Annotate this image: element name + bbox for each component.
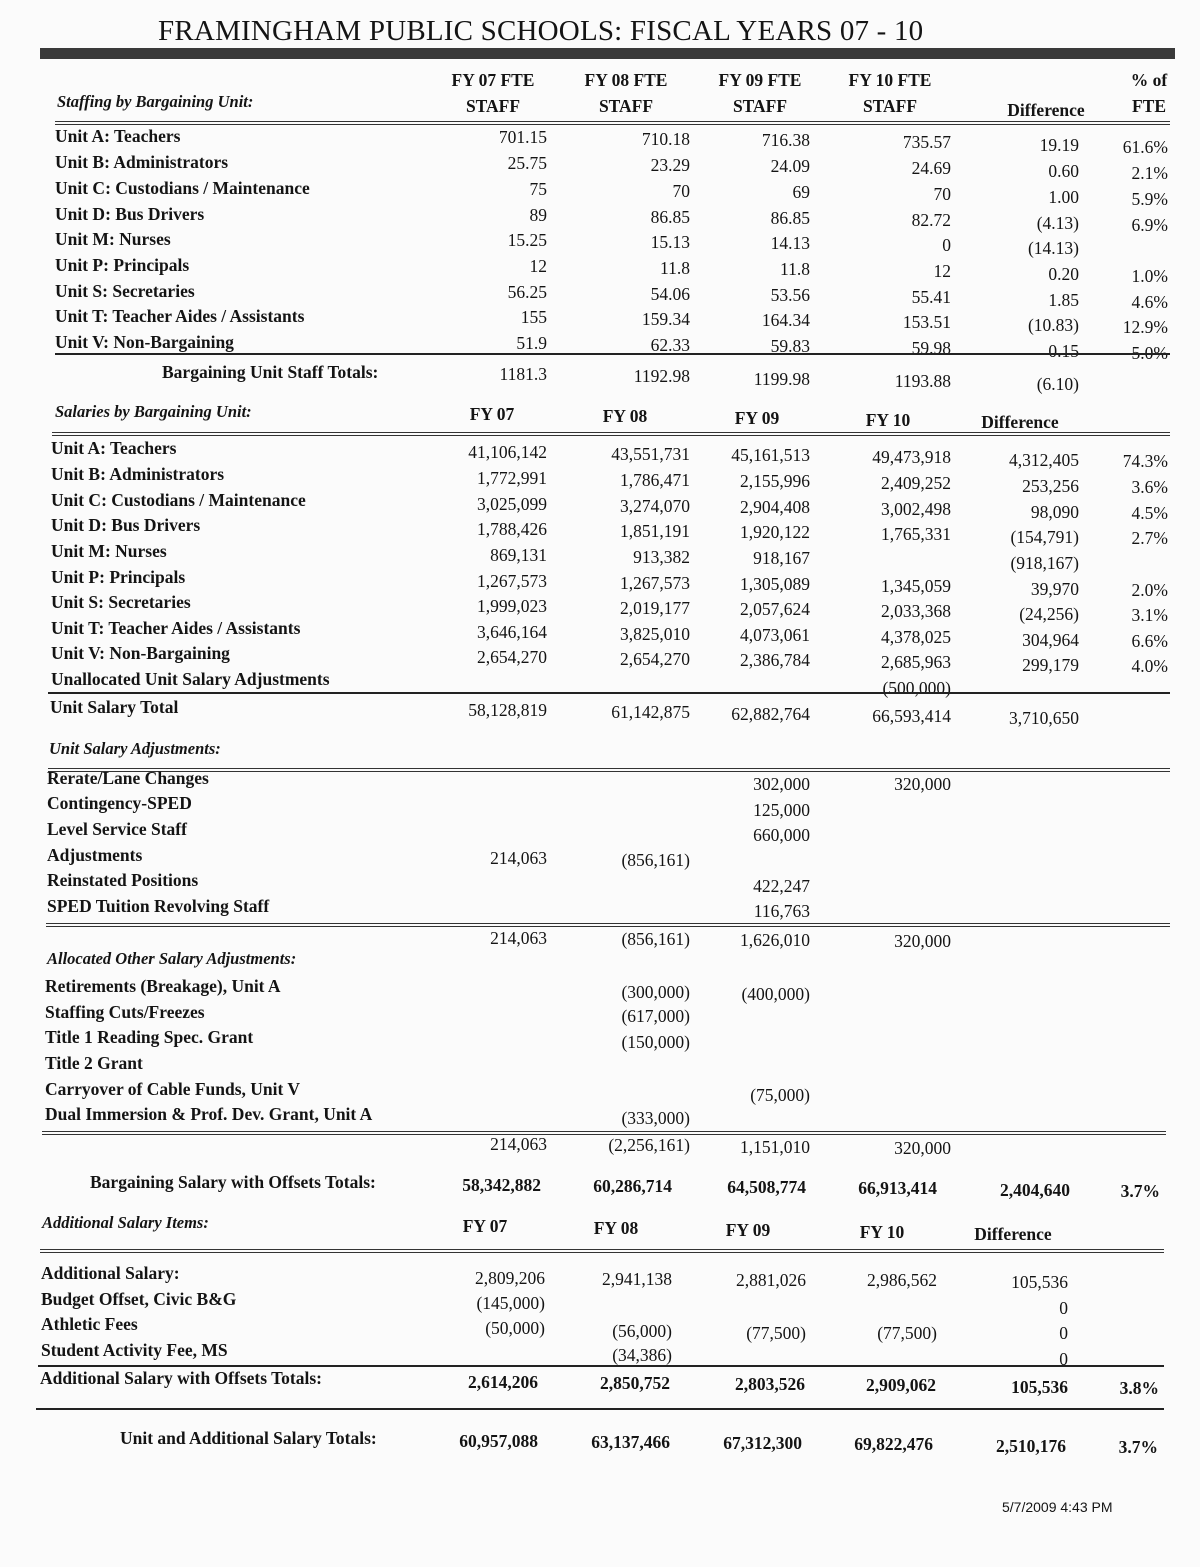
row-label: Unit T: Teacher Aides / Assistants bbox=[55, 306, 305, 326]
cell-value: 75 bbox=[529, 179, 547, 199]
cell-value: 2,881,026 bbox=[736, 1270, 806, 1290]
cell-value: 56.25 bbox=[507, 282, 547, 302]
row-rule bbox=[55, 353, 1170, 355]
row-label: Level Service Staff bbox=[47, 819, 187, 839]
cell-value: 2,033,368 bbox=[881, 601, 951, 621]
cell-value: 86.85 bbox=[770, 208, 810, 228]
column-header: Difference bbox=[981, 412, 1059, 432]
cell-value: 1,345,059 bbox=[881, 576, 951, 596]
section-heading: Additional Salary Items: bbox=[42, 1213, 209, 1232]
cell-value: (10.83) bbox=[1027, 315, 1079, 335]
total-value: 61,142,875 bbox=[611, 702, 690, 722]
row-label: Carryover of Cable Funds, Unit V bbox=[45, 1079, 301, 1099]
row-label: Contingency-SPED bbox=[47, 793, 192, 813]
cell-value: 3.6% bbox=[1131, 477, 1168, 497]
row-label: Unit P: Principals bbox=[51, 567, 186, 587]
subtotal-value: 320,000 bbox=[894, 931, 951, 951]
cell-value: 15.13 bbox=[650, 232, 690, 252]
row-label: Retirements (Breakage), Unit A bbox=[45, 976, 281, 996]
cell-value: 2,986,562 bbox=[867, 1270, 937, 1290]
cell-value: 2,941,138 bbox=[602, 1269, 672, 1289]
cell-value: (617,000) bbox=[621, 1006, 690, 1026]
cell-value: 2,019,177 bbox=[620, 598, 690, 618]
total-value: 3.8% bbox=[1119, 1378, 1159, 1398]
cell-value: 89 bbox=[529, 205, 547, 225]
row-label: Staffing Cuts/Freezes bbox=[45, 1002, 205, 1022]
row-label: Title 2 Grant bbox=[45, 1053, 143, 1073]
cell-value: 2,155,996 bbox=[740, 471, 810, 491]
row-label: Unit B: Administrators bbox=[51, 464, 225, 484]
header-rule bbox=[40, 1249, 1164, 1253]
cell-value: 39,970 bbox=[1030, 579, 1079, 599]
column-header: FTE bbox=[1131, 96, 1167, 116]
cell-value: (333,000) bbox=[621, 1108, 690, 1128]
cell-value: 710.18 bbox=[641, 129, 690, 149]
row-label: SPED Tuition Revolving Staff bbox=[47, 896, 270, 916]
total-value: 60,286,714 bbox=[593, 1176, 672, 1196]
cell-value: 3,002,498 bbox=[881, 499, 951, 519]
cell-value: (300,000) bbox=[621, 982, 690, 1002]
cell-value: 125,000 bbox=[753, 800, 810, 820]
cell-value: 3,825,010 bbox=[620, 624, 690, 644]
total-value: 2,404,640 bbox=[1000, 1180, 1070, 1200]
row-label: Unit S: Secretaries bbox=[55, 281, 195, 301]
column-header: STAFF bbox=[732, 96, 788, 116]
column-header: Difference bbox=[974, 1224, 1052, 1244]
cell-value: 15.25 bbox=[507, 230, 547, 250]
row-label: Unit V: Non-Bargaining bbox=[55, 332, 234, 352]
row-label: Unit V: Non-Bargaining bbox=[51, 643, 230, 663]
cell-value: 3,646,164 bbox=[477, 622, 547, 642]
header-rule bbox=[52, 432, 1170, 436]
cell-value: 0.20 bbox=[1048, 264, 1079, 284]
row-rule bbox=[38, 1365, 1164, 1367]
column-header: STAFF bbox=[465, 96, 521, 116]
cell-value: 2.0% bbox=[1131, 580, 1168, 600]
row-label: Unit D: Bus Drivers bbox=[51, 515, 201, 535]
total-value: 58,342,882 bbox=[462, 1175, 541, 1195]
total-value: 1193.88 bbox=[894, 371, 951, 391]
cell-value: 61.6% bbox=[1122, 137, 1168, 157]
total-value: 62,882,764 bbox=[731, 704, 810, 724]
subtotal-value: 214,063 bbox=[490, 1134, 547, 1154]
row-label: Unit S: Secretaries bbox=[51, 592, 191, 612]
total-value: 2,510,176 bbox=[996, 1436, 1066, 1456]
cell-value: 69 bbox=[792, 182, 810, 202]
cell-value: 302,000 bbox=[753, 774, 810, 794]
column-header: FY 10 bbox=[865, 410, 911, 430]
cell-value: 19.19 bbox=[1039, 135, 1079, 155]
total-value: 105,536 bbox=[1011, 1377, 1068, 1397]
cell-value: 2,809,206 bbox=[475, 1268, 545, 1288]
column-header: FY 08 FTE bbox=[584, 70, 668, 90]
column-header: Difference bbox=[1007, 100, 1085, 120]
cell-value: (400,000) bbox=[741, 984, 810, 1004]
cell-value: (77,500) bbox=[877, 1323, 937, 1343]
section-heading: Staffing by Bargaining Unit: bbox=[57, 92, 254, 111]
cell-value: 4,073,061 bbox=[740, 625, 810, 645]
cell-value: 2.7% bbox=[1131, 528, 1168, 548]
column-header: % of bbox=[1130, 70, 1168, 90]
column-header: FY 10 bbox=[859, 1222, 905, 1242]
cell-value: 59.98 bbox=[911, 338, 951, 358]
cell-value: 0 bbox=[1059, 1349, 1068, 1369]
cell-value: 1,851,191 bbox=[620, 521, 690, 541]
cell-value: 2,654,270 bbox=[620, 649, 690, 669]
total-value: 3,710,650 bbox=[1009, 708, 1079, 728]
cell-value: 105,536 bbox=[1011, 1272, 1068, 1292]
cell-value: 54.06 bbox=[650, 284, 690, 304]
cell-value: 869,131 bbox=[490, 545, 547, 565]
total-label: Additional Salary with Offsets Totals: bbox=[40, 1368, 322, 1388]
cell-value: (50,000) bbox=[485, 1318, 545, 1338]
cell-value: 49,473,918 bbox=[872, 447, 951, 467]
cell-value: 55.41 bbox=[911, 287, 951, 307]
row-label: Unit M: Nurses bbox=[55, 229, 171, 249]
cell-value: 5.0% bbox=[1131, 343, 1168, 363]
cell-value: 1,305,089 bbox=[740, 574, 810, 594]
column-header: FY 09 FTE bbox=[718, 70, 802, 90]
cell-value: 1,267,573 bbox=[620, 573, 690, 593]
total-label: Bargaining Unit Staff Totals: bbox=[162, 362, 379, 382]
cell-value: 4.0% bbox=[1131, 656, 1168, 676]
cell-value: 4,378,025 bbox=[881, 627, 951, 647]
column-header: FY 07 bbox=[469, 404, 515, 424]
row-label: Unit A: Teachers bbox=[55, 126, 181, 146]
cell-value: 1,920,122 bbox=[740, 522, 810, 542]
cell-value: (56,000) bbox=[612, 1321, 672, 1341]
cell-value: - bbox=[1073, 681, 1079, 701]
row-label: Unit C: Custodians / Maintenance bbox=[55, 178, 310, 198]
cell-value: 98,090 bbox=[1030, 502, 1079, 522]
cell-value: 12.9% bbox=[1122, 317, 1168, 337]
cell-value: 74.3% bbox=[1122, 451, 1168, 471]
cell-value: 4.6% bbox=[1131, 292, 1168, 312]
cell-value: (24,256) bbox=[1019, 604, 1079, 624]
subtotal-value: (856,161) bbox=[621, 929, 690, 949]
section-heading: Unit Salary Adjustments: bbox=[49, 739, 221, 758]
total-value: 63,137,466 bbox=[591, 1432, 670, 1452]
subtotal-value: (2,256,161) bbox=[608, 1135, 690, 1155]
cell-value: 14.13 bbox=[770, 233, 810, 253]
cell-value: 918,167 bbox=[753, 548, 810, 568]
row-label: Adjustments bbox=[47, 845, 143, 865]
cell-value: 0 bbox=[942, 235, 951, 255]
cell-value: 24.69 bbox=[911, 158, 951, 178]
cell-value: 1.0% bbox=[1131, 266, 1168, 286]
cell-value: 0 bbox=[1059, 1298, 1068, 1318]
cell-value: 1.85 bbox=[1048, 290, 1079, 310]
cell-value: 3,274,070 bbox=[620, 496, 690, 516]
cell-value: 2,409,252 bbox=[881, 473, 951, 493]
cell-value: (154,791) bbox=[1010, 527, 1079, 547]
section-heading: Salaries by Bargaining Unit: bbox=[55, 402, 252, 421]
total-label: Unit and Additional Salary Totals: bbox=[120, 1428, 377, 1448]
cell-value: 1,999,023 bbox=[477, 596, 547, 616]
cell-value: 24.09 bbox=[770, 156, 810, 176]
cell-value: 0.15 bbox=[1048, 341, 1079, 361]
cell-value: 304,964 bbox=[1022, 630, 1079, 650]
row-label: Athletic Fees bbox=[41, 1314, 138, 1334]
subtotal-value: 1,151,010 bbox=[740, 1137, 810, 1157]
cell-value: 51.9 bbox=[516, 333, 547, 353]
cell-value: 0 bbox=[1059, 1323, 1068, 1343]
column-header: FY 08 bbox=[602, 406, 648, 426]
section-rule bbox=[46, 923, 1170, 927]
row-label: Unit A: Teachers bbox=[51, 438, 177, 458]
total-value: 1199.98 bbox=[753, 369, 810, 389]
row-label: Reinstated Positions bbox=[47, 870, 199, 890]
cell-value: (145,000) bbox=[476, 1293, 545, 1313]
total-value: 67,312,300 bbox=[723, 1433, 802, 1453]
cell-value: 716.38 bbox=[761, 130, 810, 150]
timestamp: 5/7/2009 4:43 PM bbox=[1002, 1499, 1113, 1515]
cell-value: 6.9% bbox=[1131, 215, 1168, 235]
row-label: Rerate/Lane Changes bbox=[47, 768, 209, 788]
row-label: Title 1 Reading Spec. Grant bbox=[45, 1027, 254, 1047]
cell-value: 1.00 bbox=[1048, 187, 1079, 207]
cell-value: (75,000) bbox=[750, 1085, 810, 1105]
cell-value: 0.60 bbox=[1048, 161, 1079, 181]
row-label: Unit M: Nurses bbox=[51, 541, 167, 561]
cell-value: 45,161,513 bbox=[731, 445, 810, 465]
cell-value: (918,167) bbox=[1010, 553, 1079, 573]
cell-value: (856,161) bbox=[621, 850, 690, 870]
cell-value: 59.83 bbox=[770, 336, 810, 356]
cell-value: 164.34 bbox=[761, 310, 810, 330]
cell-value: 701.15 bbox=[498, 127, 547, 147]
total-value: 2,803,526 bbox=[735, 1374, 805, 1394]
row-rule bbox=[48, 692, 1170, 694]
cell-value: 2.1% bbox=[1131, 163, 1168, 183]
cell-value: (500,000) bbox=[882, 678, 951, 698]
cell-value: 62.33 bbox=[650, 335, 690, 355]
total-value: 3.7% bbox=[1118, 1437, 1158, 1457]
cell-value: 4,312,405 bbox=[1009, 450, 1079, 470]
page-title: FRAMINGHAM PUBLIC SCHOOLS: FISCAL YEARS 07 - 10 bbox=[158, 15, 924, 47]
subtotal-value: 1,626,010 bbox=[740, 930, 810, 950]
cell-value: 660,000 bbox=[753, 825, 810, 845]
total-value: 2,614,206 bbox=[468, 1372, 538, 1392]
cell-value: 6.6% bbox=[1131, 631, 1168, 651]
cell-value: 1,772,991 bbox=[477, 468, 547, 488]
row-label: Budget Offset, Civic B&G bbox=[41, 1289, 237, 1309]
column-header: FY 09 bbox=[725, 1220, 771, 1240]
column-header: STAFF bbox=[862, 96, 918, 116]
row-label: Unit D: Bus Drivers bbox=[55, 204, 205, 224]
row-label: Additional Salary: bbox=[41, 1263, 180, 1283]
row-label: Unit B: Administrators bbox=[55, 152, 229, 172]
cell-value: 1,788,426 bbox=[477, 519, 547, 539]
cell-value: 3.1% bbox=[1131, 605, 1168, 625]
total-label: Unit Salary Total bbox=[50, 697, 179, 717]
cell-value: 1,765,331 bbox=[881, 524, 951, 544]
subtotal-value: 214,063 bbox=[490, 928, 547, 948]
row-label: Dual Immersion & Prof. Dev. Grant, Unit A bbox=[45, 1104, 373, 1124]
title-rule bbox=[40, 48, 1175, 59]
cell-value: 2,057,624 bbox=[740, 599, 810, 619]
cell-value: 299,179 bbox=[1022, 655, 1079, 675]
row-label: Student Activity Fee, MS bbox=[41, 1340, 228, 1360]
cell-value: 41,106,142 bbox=[468, 442, 547, 462]
cell-value: 12 bbox=[933, 261, 951, 281]
column-header: FY 07 FTE bbox=[451, 70, 535, 90]
cell-value: 320,000 bbox=[894, 774, 951, 794]
cell-value: 53.56 bbox=[770, 285, 810, 305]
total-value: (6.10) bbox=[1036, 374, 1079, 394]
cell-value: 4.5% bbox=[1131, 503, 1168, 523]
total-value: 1192.98 bbox=[633, 366, 690, 386]
cell-value: 159.34 bbox=[641, 309, 690, 329]
cell-value: (34,386) bbox=[612, 1345, 672, 1365]
column-header: FY 07 bbox=[462, 1216, 508, 1236]
total-value: 66,913,414 bbox=[858, 1178, 937, 1198]
row-rule bbox=[36, 1408, 1164, 1410]
row-label: Unallocated Unit Salary Adjustments bbox=[51, 669, 330, 689]
column-header: FY 09 bbox=[734, 408, 780, 428]
cell-value: 116,763 bbox=[753, 901, 810, 921]
cell-value: 253,256 bbox=[1022, 476, 1079, 496]
column-header: FY 08 bbox=[593, 1218, 639, 1238]
cell-value: 5.9% bbox=[1131, 189, 1168, 209]
total-value: 1181.3 bbox=[499, 364, 547, 384]
cell-value: 913,382 bbox=[633, 547, 690, 567]
cell-value: 735.57 bbox=[902, 132, 951, 152]
cell-value: 86.85 bbox=[650, 207, 690, 227]
cell-value: 11.8 bbox=[780, 259, 810, 279]
cell-value: 82.72 bbox=[911, 210, 951, 230]
cell-value: 2,654,270 bbox=[477, 647, 547, 667]
cell-value: 12 bbox=[529, 256, 547, 276]
cell-value: 23.29 bbox=[650, 155, 690, 175]
cell-value: (150,000) bbox=[621, 1032, 690, 1052]
cell-value: (14.13) bbox=[1027, 238, 1079, 258]
cell-value: 155 bbox=[520, 307, 547, 327]
subtotal-value: 320,000 bbox=[894, 1138, 951, 1158]
total-value: 60,957,088 bbox=[459, 1431, 538, 1451]
section-heading: Allocated Other Salary Adjustments: bbox=[47, 949, 297, 968]
total-value: 64,508,774 bbox=[727, 1177, 806, 1197]
cell-value: 1,267,573 bbox=[477, 571, 547, 591]
section-rule bbox=[48, 768, 1170, 772]
cell-value: 2,386,784 bbox=[740, 650, 810, 670]
row-label: Unit T: Teacher Aides / Assistants bbox=[51, 618, 301, 638]
row-label: Unit P: Principals bbox=[55, 255, 190, 275]
cell-value: 70 bbox=[672, 181, 690, 201]
total-value: 2,909,062 bbox=[866, 1375, 936, 1395]
cell-value: (4.13) bbox=[1036, 213, 1079, 233]
column-header: FY 10 FTE bbox=[848, 70, 932, 90]
cell-value: 153.51 bbox=[902, 312, 951, 332]
cell-value: 11.8 bbox=[660, 258, 690, 278]
total-value: 69,822,476 bbox=[854, 1434, 933, 1454]
cell-value: 214,063 bbox=[490, 848, 547, 868]
total-label: Bargaining Salary with Offsets Totals: bbox=[90, 1172, 376, 1192]
total-value: 3.7% bbox=[1120, 1181, 1160, 1201]
total-value: 66,593,414 bbox=[872, 706, 951, 726]
cell-value: 43,551,731 bbox=[611, 444, 690, 464]
cell-value: (77,500) bbox=[746, 1323, 806, 1343]
cell-value: 3,025,099 bbox=[477, 494, 547, 514]
row-label: Unit C: Custodians / Maintenance bbox=[51, 490, 306, 510]
cell-value: 2,685,963 bbox=[881, 652, 951, 672]
cell-value: 2,904,408 bbox=[740, 497, 810, 517]
column-header: STAFF bbox=[598, 96, 654, 116]
total-value: 2,850,752 bbox=[600, 1373, 670, 1393]
cell-value: 25.75 bbox=[507, 153, 547, 173]
cell-value: 70 bbox=[933, 184, 951, 204]
cell-value: 422,247 bbox=[753, 876, 810, 896]
header-rule bbox=[55, 121, 1170, 125]
cell-value: 1,786,471 bbox=[620, 470, 690, 490]
total-value: 58,128,819 bbox=[468, 700, 547, 720]
